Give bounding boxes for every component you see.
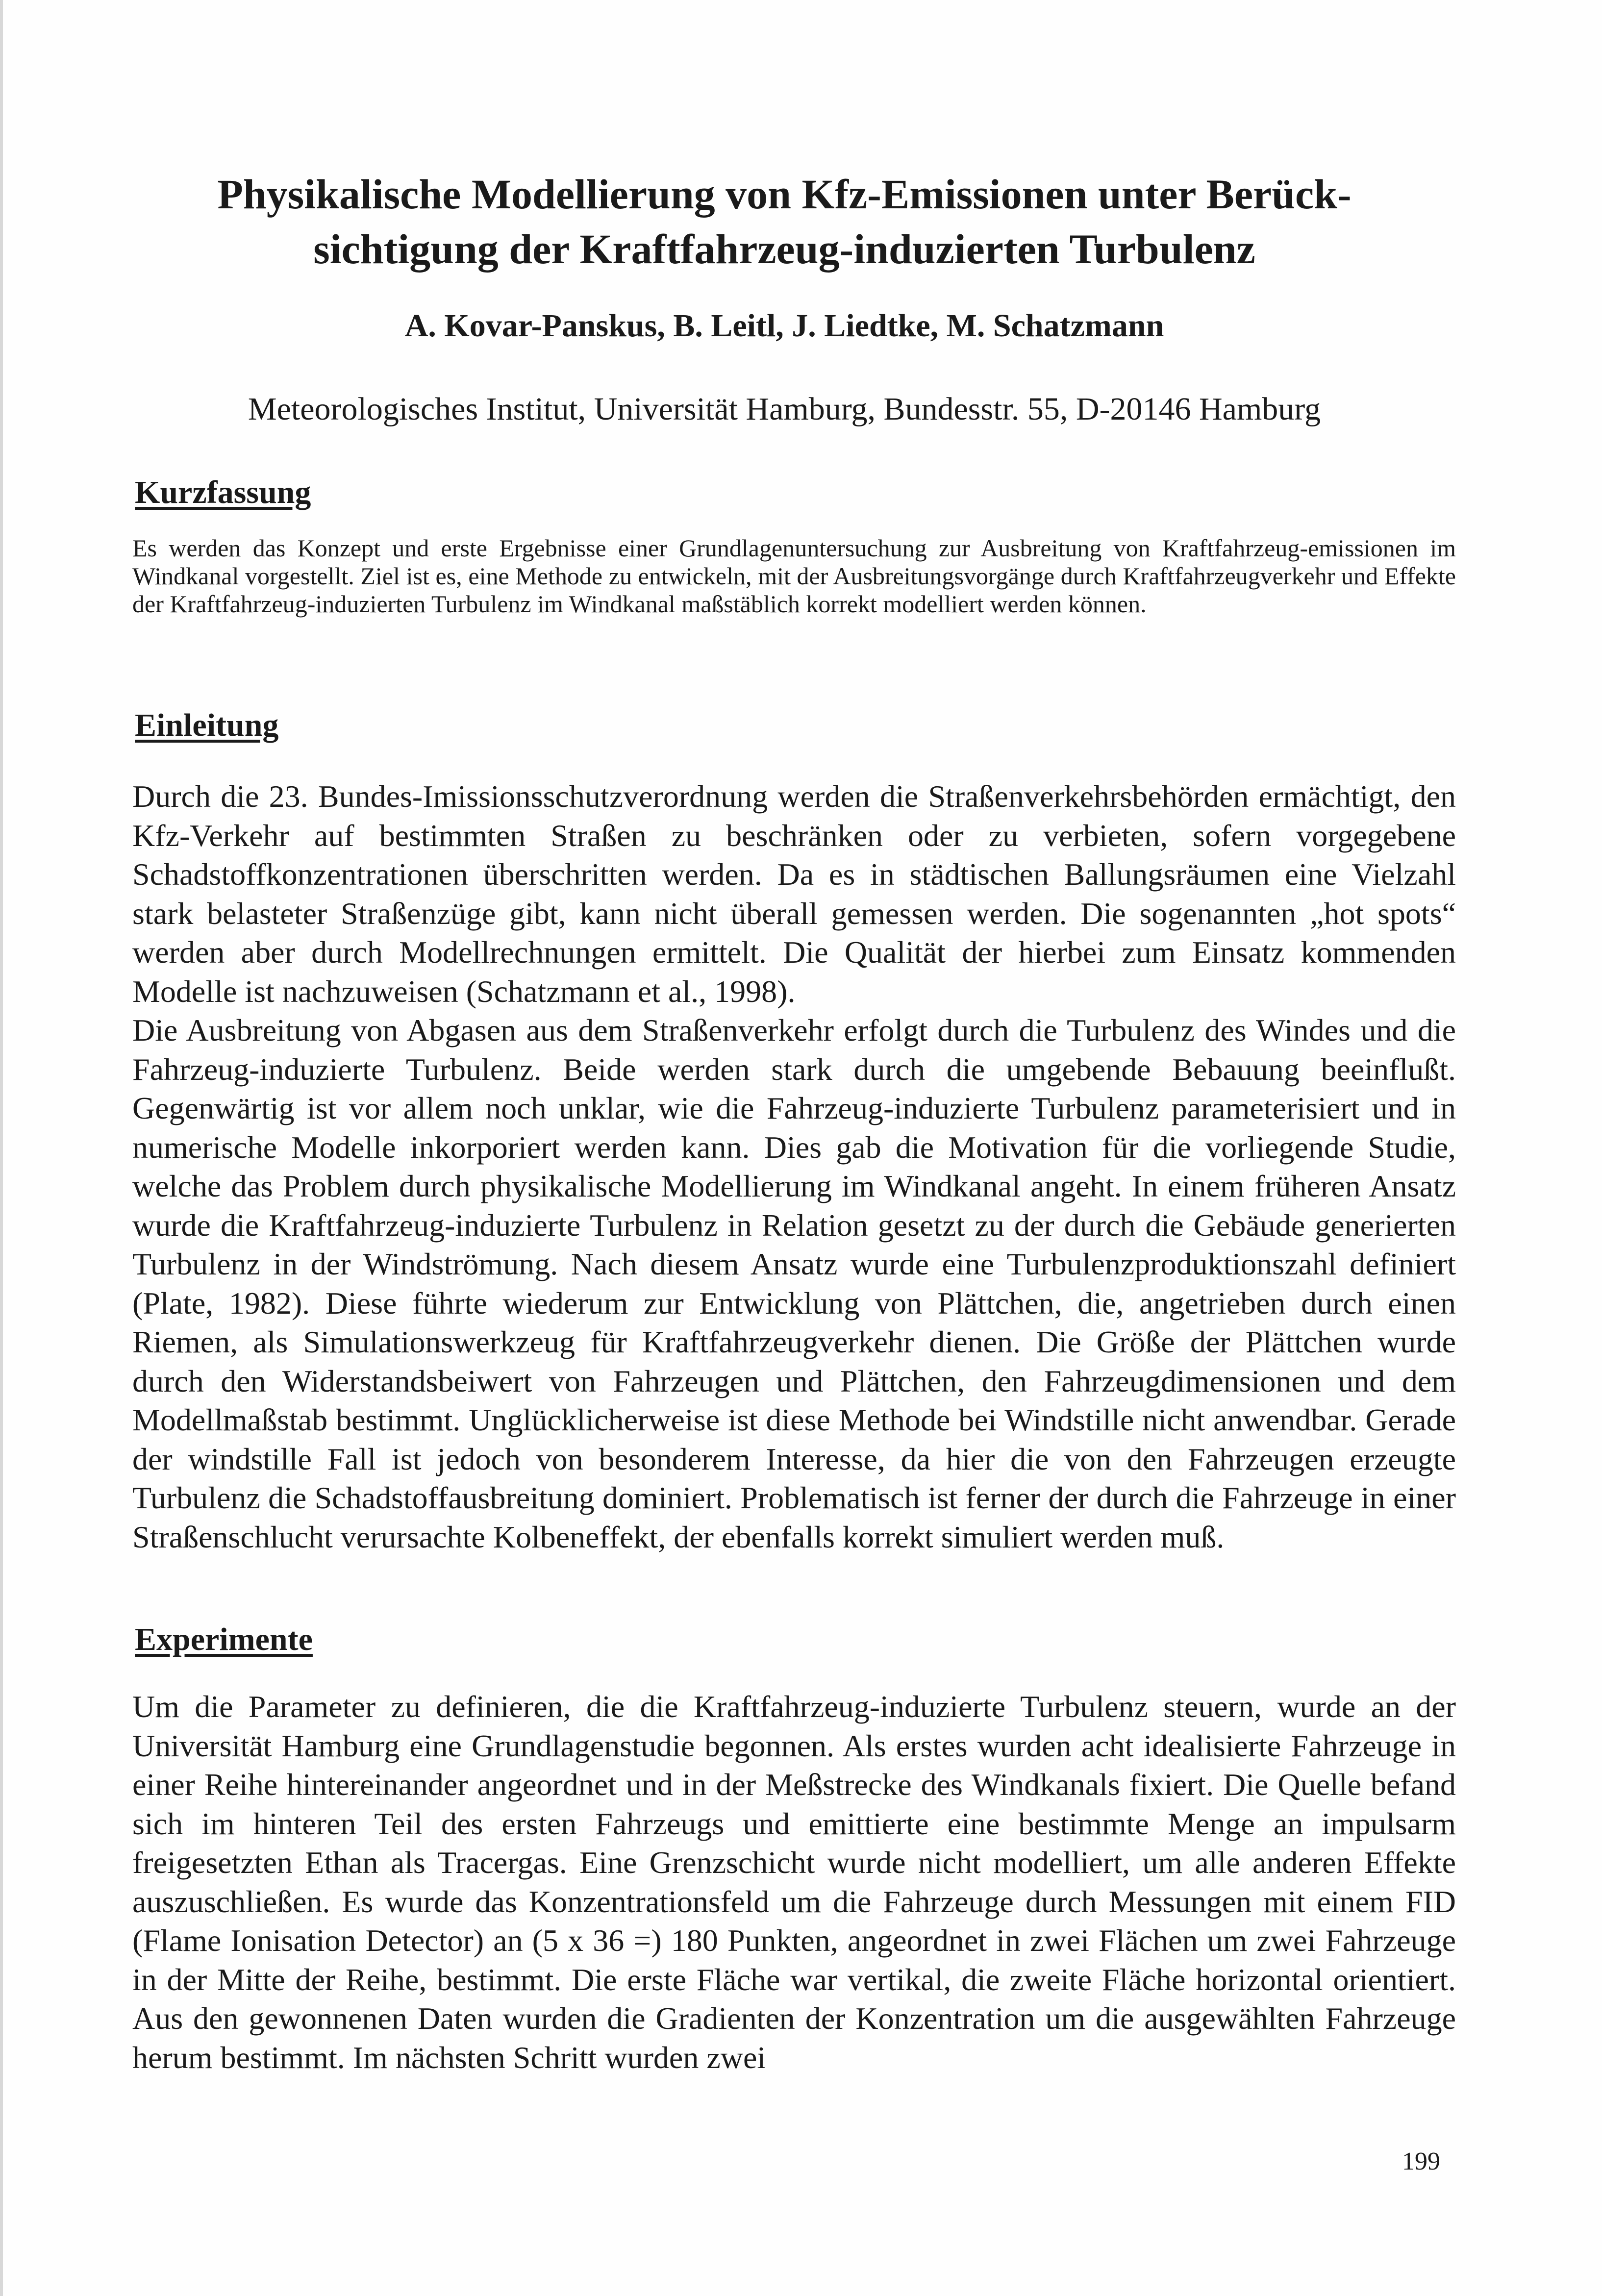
experiments-body [132, 1687, 1456, 2077]
paper-authors: A. Kovar-Panskus, B. Leitl, J. Liedtke, M. Schatzmann [404, 308, 1164, 344]
paper-title: Physikalische Modellierung von Kfz-Emissionen unter Berück-sichtigung der Kraftfahrzeug-induzierten Turbulenz [217, 171, 1352, 273]
abstract-text: Es werden das Konzept und erste Ergebnisse einer Grundlagenuntersuchung zur Ausbreitung von Kraftfahrzeug-emissionen im Windkanal vorgestellt. Ziel ist es, eine Methode zu entwickeln, mit der Ausbreitungsvorgänge durch Kraftfahrzeugverkehr und Effekte der Kraftfahrzeug-induzierten Turbulenz im Windkanal maßstäblich korrekt modelliert werden können. [132, 534, 1456, 618]
intro-body [132, 777, 1456, 1556]
page-number: 199 [1402, 2147, 1440, 2175]
paper-affiliation: Meteorologisches Institut, Universität Hamburg, Bundesstr. 55, D-20146 Hamburg [248, 391, 1321, 427]
scan-edge [0, 0, 3, 2296]
experiments-heading: Experimente [135, 1622, 313, 1657]
intro-paragraph-1: Durch die 23. Bundes-Imissionsschutzverordnung werden die Straßenverkehrsbehörden ermächtigt, den Kfz-Verkehr auf bestimmten Straßen zu beschränken oder zu verbieten, sofern vorgegebene Schadstoffkonzentrationen überschritten werden. Da es in städtischen Ballungsräumen eine Vielzahl stark belasteter Straßenzüge gibt, kann nicht überall gemessen werden. Die sogenannten „hot spots“ werden aber durch Modellrechnungen ermittelt. Die Qualität der hierbei zum Einsatz kommenden Modelle ist nachzuweisen (Schatzmann et al., 1998). [132, 779, 1456, 1009]
abstract-heading: Kurzfassung [135, 474, 311, 510]
experiments-paragraph: Um die Parameter zu definieren, die die Kraftfahrzeug-induzierte Turbulenz steuern, wurde an der Universität Hamburg eine Grundlagenstudie begonnen. Als erstes wurden acht idealisierte Fahrzeuge in einer Reihe hintereinander angeordnet und in der Meßstrecke des Windkanals fixiert. Die Quelle befand sich im hinteren Teil des ersten Fahrzeugs und emittierte eine bestimmte Menge an impulsarm freigesetzten Ethan als Tracergas. Eine Grenzschicht wurde nicht modelliert, um alle anderen Effekte auszuschließen. Es wurde das Konzentrationsfeld um die Fahrzeuge durch Messungen mit einem FID (Flame Ionisation Detector) an (5 x 36 =) 180 Punkten, angeordnet in zwei Flächen um zwei Fahrzeuge in der Mitte der Reihe, bestimmt. Die erste Fläche war vertikal, die zweite Fläche horizontal orientiert. Aus den gewonnenen Daten wurden die Gradienten der Konzentration um die ausgewählten Fahrzeuge herum bestimmt. Im nächsten Schritt wurden zwei [132, 1689, 1456, 2075]
intro-paragraph-2: Die Ausbreitung von Abgasen aus dem Straßenverkehr erfolgt durch die Turbulenz des Windes und die Fahrzeug-induzierte Turbulenz. Beide werden stark durch die umgebende Bebauung beeinflußt. Gegenwärtig ist vor allem noch unklar, wie die Fahrzeug-induzierte Turbulenz parameterisiert und in numerische Modelle inkorporiert werden kann. Dies gab die Motivation für die vorliegende Studie, welche das Problem durch physikalische Modellierung im Windkanal angeht. In einem früheren Ansatz wurde die Kraftfahrzeug-induzierte Turbulenz in Relation gesetzt zu der durch die Gebäude generierten Turbulenz in der Windströmung. Nach diesem Ansatz wurde eine Turbulenzproduktionszahl definiert (Plate, 1982). Diese führte wiederum zur Entwicklung von Plättchen, die, angetrieben durch einen Riemen, als Simulationswerkzeug für Kraftfahrzeugverkehr dienen. Die Größe der Plättchen wurde durch den Widerstandsbeiwert von Fahrzeugen und Plättchen, den Fahrzeugdimensionen und dem Modellmaßstab bestimmt. Unglücklicherweise ist diese Methode bei Windstille nicht anwendbar. Gerade der windstille Fall ist jedoch von besonderem Interesse, da hier die von den Fahrzeugen erzeugte Turbulenz die Schadstoffausbreitung dominiert. Problematisch ist ferner der durch die Fahrzeuge in einer Straßenschlucht verursachte Kolbeneffekt, der ebenfalls korrekt simuliert werden muß. [132, 1013, 1456, 1554]
intro-heading: Einleitung [135, 707, 279, 743]
